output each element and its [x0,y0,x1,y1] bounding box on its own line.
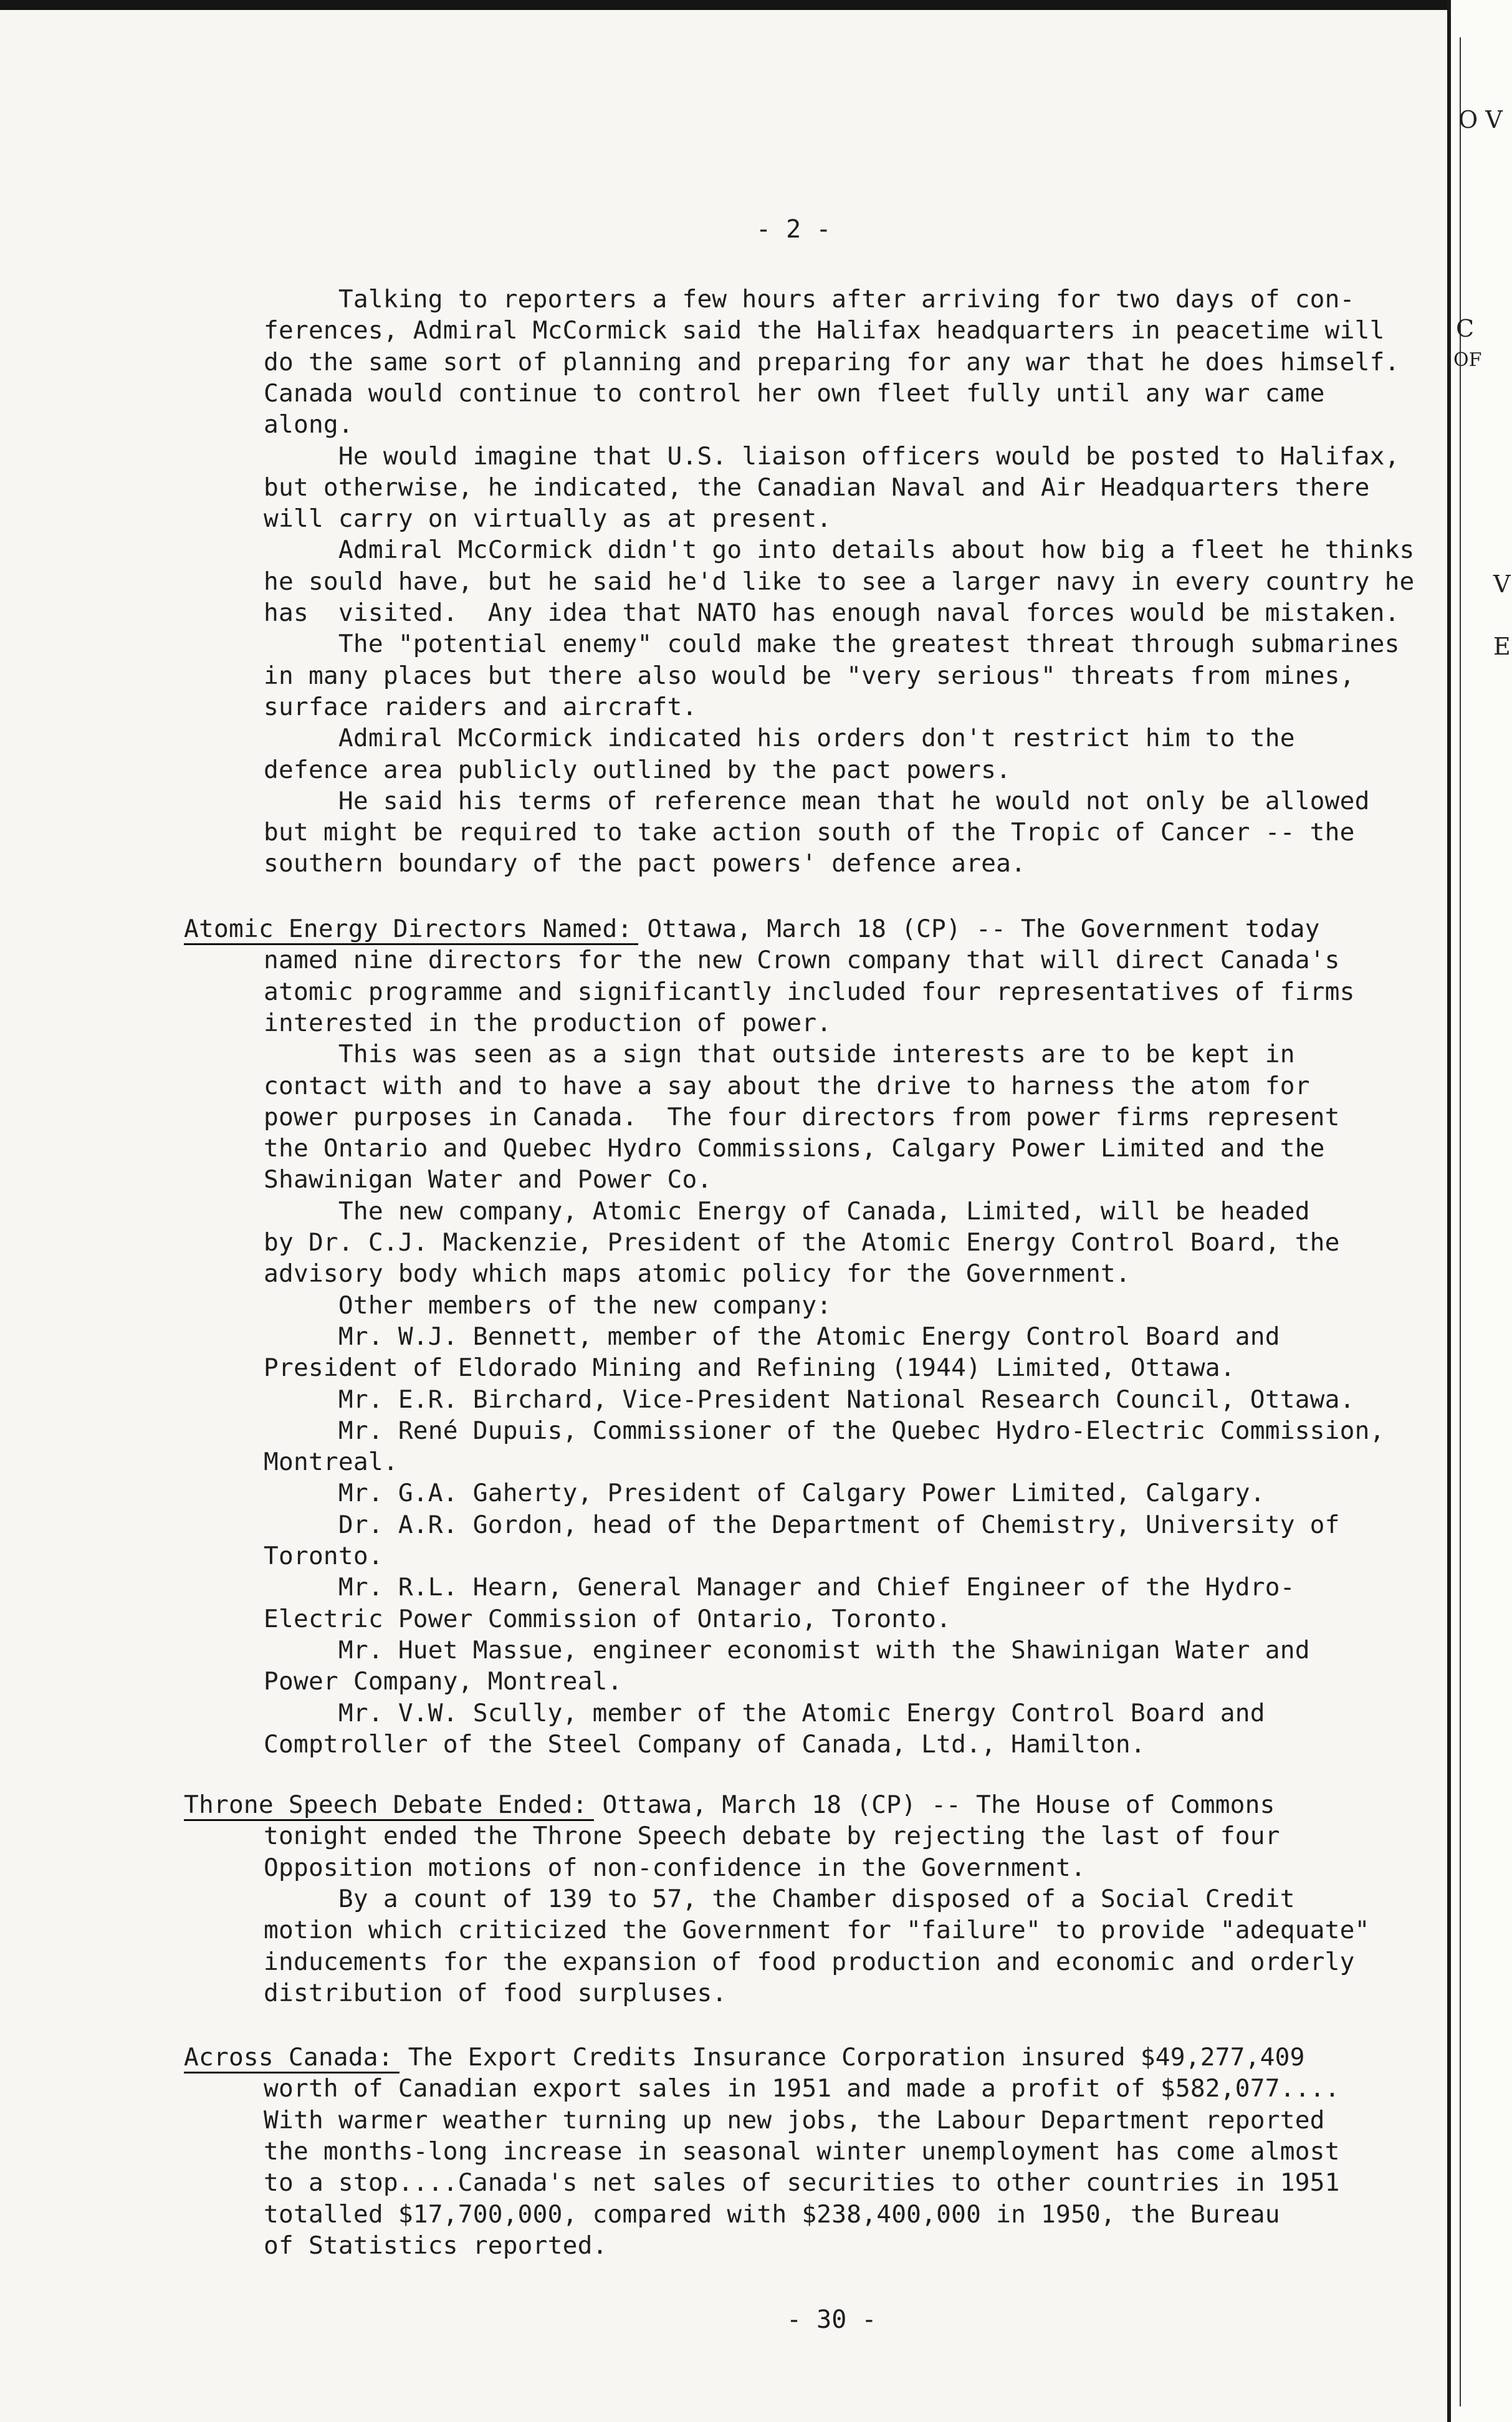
body-line: advisory body which maps atomic policy for the Government. [264,1259,1131,1289]
body-line: he sould have, but he said he'd like to see a larger navy in every country he [264,567,1415,596]
body-line: President of Eldorado Mining and Refining (1944) Limited, Ottawa. [264,1353,1235,1383]
body-line: Opposition motions of non-confidence in the Government. [264,1853,1086,1882]
body-line: contact with and to have a say about the drive to harness the atom for [264,1071,1310,1100]
page-number: - 30 - [787,2305,877,2334]
body-line: Other members of the new company: [264,1290,832,1320]
body-line: Power Company, Montreal. [264,1667,623,1696]
body-line: Mr. W.J. Bennett, member of the Atomic Energy Control Board and [264,1322,1280,1351]
body-line: The "potential enemy" could make the greatest threat through submarines [264,630,1400,659]
body-line: worth of Canadian export sales in 1951 and made a profit of $582,077.... [264,2074,1340,2103]
body-line: Mr. R.L. Hearn, General Manager and Chief Engineer of the Hydro- [264,1573,1295,1602]
body-line: Mr. E.R. Birchard, Vice-President National Research Council, Ottawa. [264,1385,1355,1414]
body-line: by Dr. C.J. Mackenzie, President of the Atomic Energy Control Board, the [264,1228,1340,1257]
body-line: totalled $17,700,000, compared with $238,400,000 in 1950, the Bureau [264,2199,1280,2229]
body-line: to a stop....Canada's net sales of securities to other countries in 1951 [264,2168,1340,2198]
body-line: Mr. G.A. Gaherty, President of Calgary Power Limited, Calgary. [264,1479,1265,1508]
body-line: Canada would continue to control her own fleet fully until any war came [264,378,1325,408]
section-first-line [184,913,1320,944]
body-line: but otherwise, he indicated, the Canadian Naval and Air Headquarters there [264,473,1370,502]
body-line: along. [264,410,353,440]
section-first-line [184,1789,1275,1820]
body-line: atomic programme and significantly included four representatives of firms [264,977,1355,1006]
body-line: He would imagine that U.S. liaison officers would be posted to Halifax, [264,441,1400,471]
body-line: Shawinigan Water and Power Co. [264,1165,712,1194]
body-line: interested in the production of power. [264,1008,832,1037]
body-line: Talking to reporters a few hours after arriving for two days of con- [264,285,1355,314]
body-line: named nine directors for the new Crown company that will direct Canada's [264,946,1340,975]
body-line: Electric Power Commission of Ontario, Toronto. [264,1604,952,1633]
body-line: He said his terms of reference mean that he would not only be allowed [264,786,1370,815]
body-line: of Statistics reported. [264,2231,608,2260]
body-line: power purposes in Canada. The four directors from power firms represent [264,1102,1340,1132]
body-line: has visited. Any idea that NATO has enough naval forces would be mistaken. [264,598,1400,627]
body-line: ferences, Admiral McCormick said the Halifax headquarters in peacetime will [264,316,1385,345]
margin-fragment: V [1493,570,1511,598]
body-line: The new company, Atomic Energy of Canada, Limited, will be headed [264,1196,1310,1226]
body-line: defence area publicly outlined by the pact powers. [264,755,1012,784]
body-line: Mr. Huet Massue, engineer economist with the Shawinigan Water and [264,1635,1310,1665]
margin-fragment: O V [1458,106,1503,133]
margin-fragment: OF [1453,349,1482,371]
body-line: Comptroller of the Steel Company of Canada, Ltd., Hamilton. [264,1729,1146,1759]
body-line: surface raiders and aircraft. [264,692,697,721]
section-first-line [184,2042,1305,2073]
margin-fragment: E [1493,633,1511,660]
body-line: tonight ended the Throne Speech debate by rejecting the last of four [264,1822,1280,1851]
body-line: the months-long increase in seasonal winter unemployment has come almost [264,2136,1340,2166]
page-marker: - 2 - [756,215,831,244]
body-line: Mr. René Dupuis, Commissioner of the Quebec Hydro-Electric Commission, [264,1416,1385,1445]
body-line: Mr. V.W. Scully, member of the Atomic Energy Control Board and [264,1698,1265,1728]
body-line: in many places but there also would be "very serious" threats from mines, [264,661,1355,690]
body-line: Montreal. [264,1448,398,1477]
section-headline: Atomic Energy Directors Named: [184,915,633,943]
body-line: motion which criticized the Government for "failure" to provide "adequate" [264,1916,1370,1945]
section-headline: Across Canada: [184,2043,393,2072]
body-line: southern boundary of the pact powers' defence area. [264,849,1026,878]
body-line: will carry on virtually as at present. [264,504,832,534]
section-dateline: Ottawa, March 18 (CP) -- The Government today [632,915,1320,943]
body-line: This was seen as a sign that outside interests are to be kept in [264,1040,1295,1069]
body-line: do the same sort of planning and preparing for any war that he does himself. [264,347,1400,377]
body-line: Admiral McCormick indicated his orders don't restrict him to the [264,724,1295,753]
body-line: distribution of food surpluses. [264,1978,727,2007]
section-dateline: The Export Credits Insurance Corporation insured $49,277,409 [393,2043,1305,2072]
body-line: With warmer weather turning up new jobs, the Labour Department reported [264,2105,1325,2135]
body-line: Toronto. [264,1542,383,1570]
body-line: but might be required to take action south of the Tropic of Cancer -- the [264,818,1355,847]
binding-line [1460,37,1461,2406]
body-line: By a count of 139 to 57, the Chamber disposed of a Social Credit [264,1884,1295,1913]
margin-fragment: C [1456,315,1475,342]
section-dateline: Ottawa, March 18 (CP) -- The House of Commons [587,1790,1275,1819]
body-line: Admiral McCormick didn't go into details about how big a fleet he thinks [264,536,1415,565]
body-line: Dr. A.R. Gordon, head of the Department of Chemistry, University of [264,1510,1340,1539]
body-line: inducements for the expansion of food production and economic and orderly [264,1947,1355,1976]
body-line: the Ontario and Quebec Hydro Commissions, Calgary Power Limited and the [264,1134,1325,1163]
section-headline: Throne Speech Debate Ended: [184,1790,588,1819]
